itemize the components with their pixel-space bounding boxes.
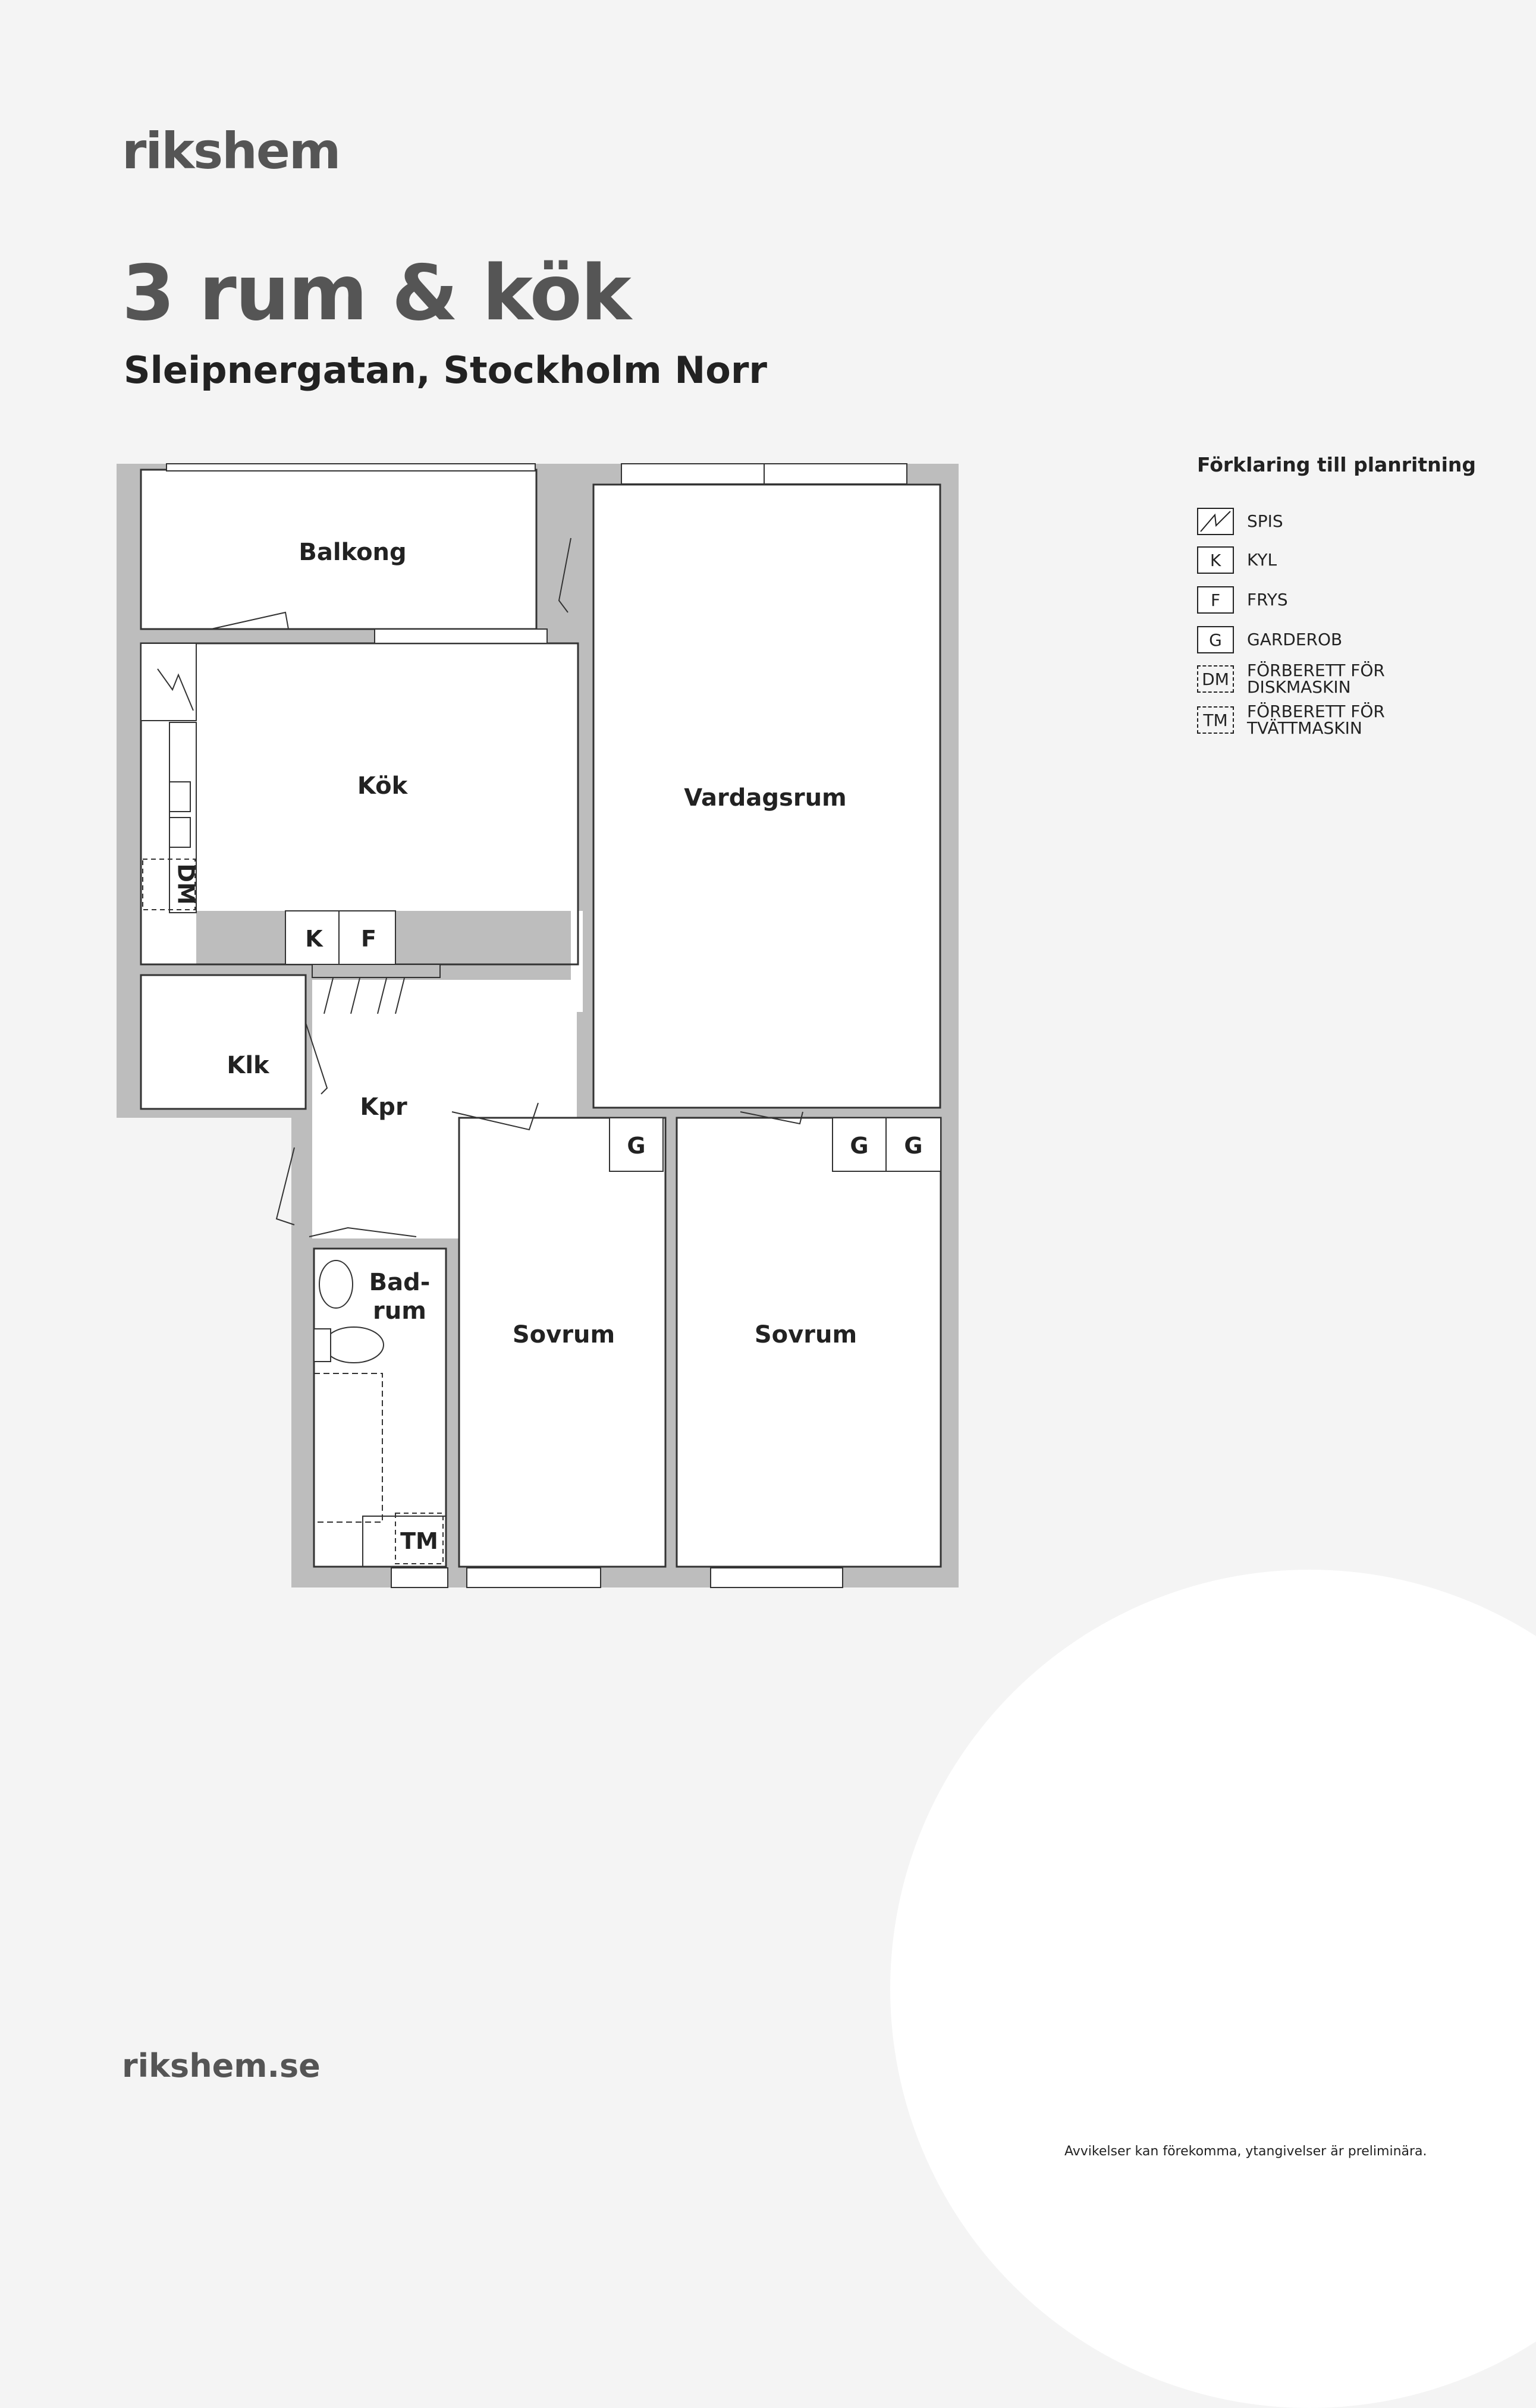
k-label: K: [305, 926, 323, 952]
room-vardagsrum: Vardagsrum: [684, 784, 847, 812]
room-klk: Klk: [227, 1052, 269, 1079]
g-label-3: G: [904, 1133, 923, 1159]
legend-item-spis: [1197, 507, 1283, 536]
room-sovrum-1: Sovrum: [512, 1321, 615, 1348]
room-badrum-line1: Bad-: [369, 1269, 431, 1296]
brand-logo[interactable]: rikshem: [122, 122, 340, 180]
room-sovrum-2: Sovrum: [754, 1321, 857, 1348]
room-balkong: Balkong: [299, 539, 407, 566]
legend-title: Förklaring till planritning: [1197, 453, 1477, 476]
stove-icon: [1197, 508, 1234, 535]
legend-symbol-g: G: [1197, 626, 1234, 653]
room-kok: Kök: [357, 772, 408, 800]
footer-url[interactable]: rikshem.se: [122, 2047, 321, 2085]
legend-label-garderob: GARDEROB: [1247, 630, 1343, 649]
legend-symbol-dm: DM: [1197, 665, 1234, 693]
legend-label-dm: FÖRBERETT FÖR DISKMASKIN: [1247, 661, 1385, 697]
legend-label-frys: FRYS: [1247, 590, 1288, 609]
legend-symbol-f: F: [1197, 586, 1234, 614]
legend-item-garderob: [1197, 625, 1342, 654]
f-label: F: [361, 926, 376, 952]
page-subtitle: Sleipnergatan, Stockholm Norr: [124, 348, 768, 392]
legend-symbol-k: K: [1197, 546, 1234, 574]
legend-label-spis: SPIS: [1247, 511, 1283, 531]
tm-label: TM: [400, 1528, 438, 1554]
footer-disclaimer: Avvikelser kan förekomma, ytangivelser är preliminära.: [1064, 2144, 1427, 2159]
g-label-2: G: [850, 1133, 869, 1159]
room-kpr: Kpr: [360, 1093, 407, 1121]
legend-item-dm: [1197, 661, 1396, 697]
room-badrum-line2: rum: [373, 1297, 426, 1325]
legend-item-tm: [1197, 702, 1396, 738]
page-title: 3 rum & kök: [122, 249, 630, 338]
legend-item-frys: [1197, 586, 1288, 614]
legend-item-kyl: [1197, 546, 1277, 574]
dm-label: DM: [172, 863, 199, 905]
legend-symbol-tm: TM: [1197, 706, 1234, 734]
legend-label-kyl: KYL: [1247, 550, 1277, 570]
g-label-1: G: [627, 1133, 646, 1159]
legend-label-tm: FÖRBERETT FÖR TVÄTTMASKIN: [1247, 702, 1385, 738]
